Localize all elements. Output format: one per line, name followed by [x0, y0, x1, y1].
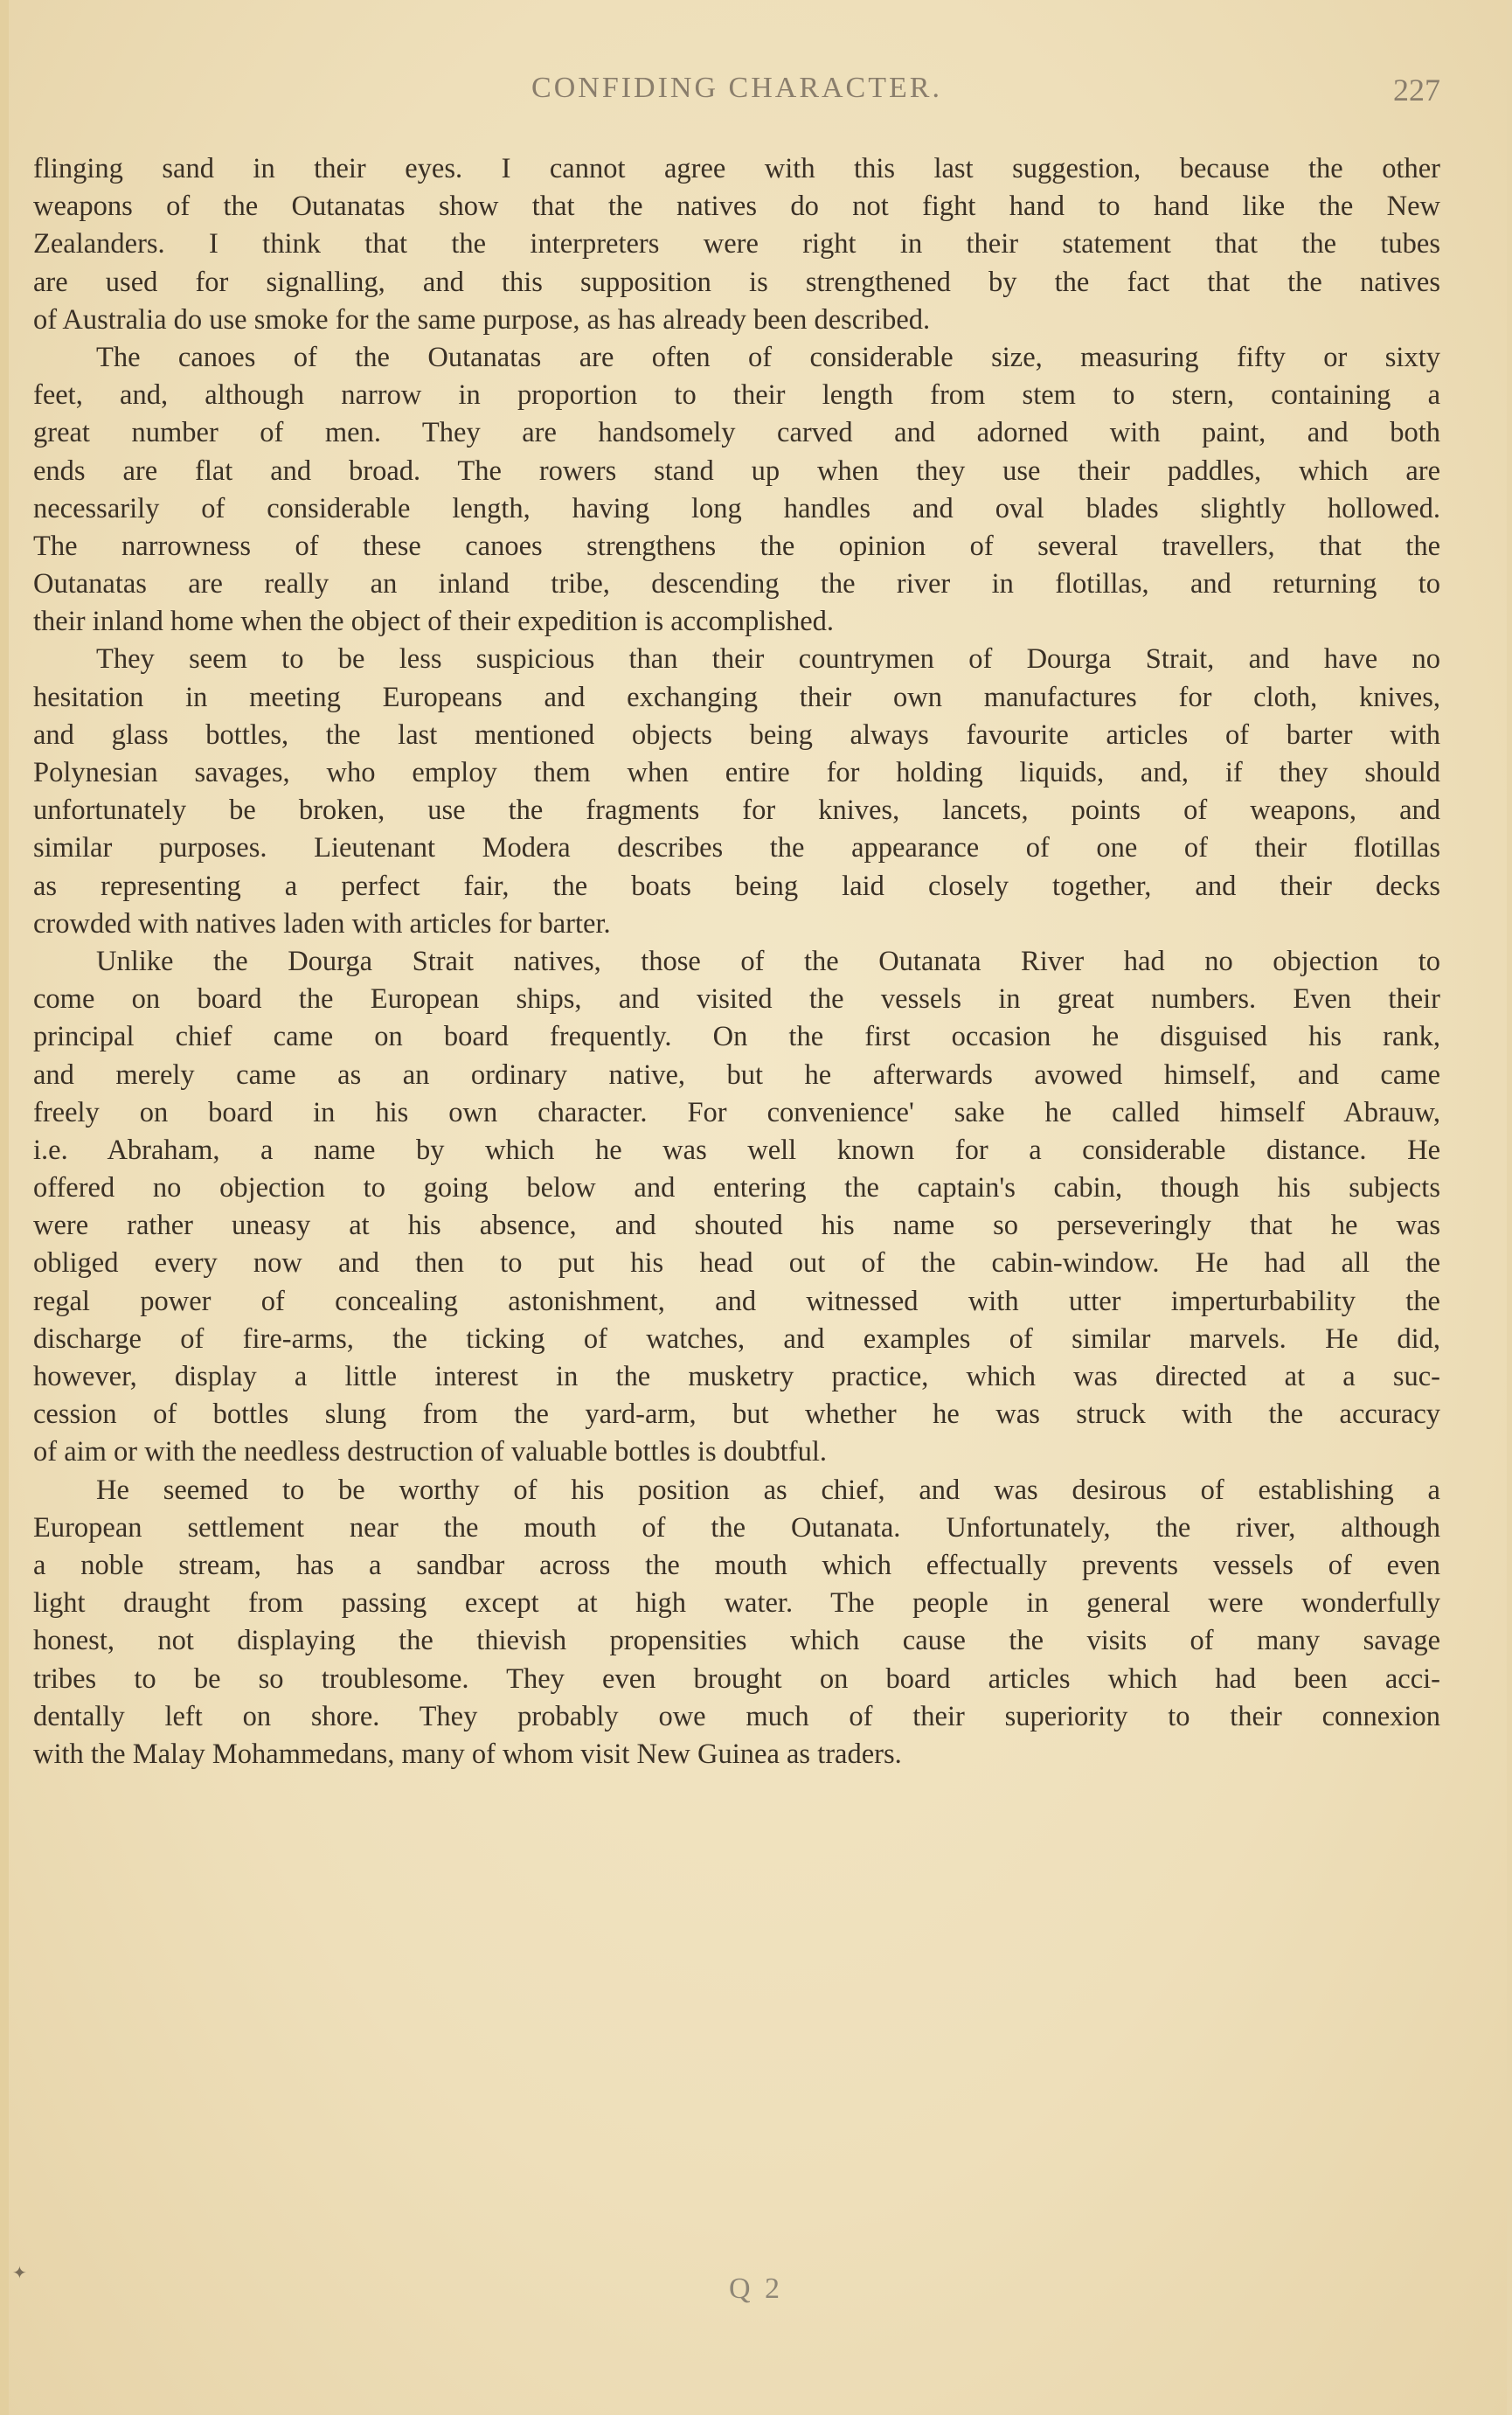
text-line: of aim or with the needless destruction of valuable bottles is doubtful. — [33, 1436, 828, 1468]
text-line: principal chief came on board frequently. On the first occasion he disguised his rank, — [33, 1021, 1440, 1053]
text-line: similar purposes. Lieutenant Modera describes the appearance of one of their flotillas — [33, 832, 1440, 864]
text-line: hesitation in meeting Europeans and exchanging their own manufactures for cloth, knives, — [33, 681, 1440, 713]
margin-mark: ✦ — [12, 2264, 27, 2283]
running-head: CONFIDING CHARACTER. — [531, 72, 942, 104]
text-line: European settlement near the mouth of the Outanata. Unfortunately, the river, although — [33, 1511, 1440, 1544]
text-line: their inland home when the object of their expedition is accomplished. — [33, 606, 835, 638]
text-line: discharge of fire-arms, the ticking of watches, and examples of similar marvels. He did, — [33, 1322, 1440, 1355]
text-line: i.e. Abraham, a name by which he was well known for a considerable distance. He — [33, 1134, 1440, 1166]
text-line: obliged every now and then to put his head out of the cabin-window. He had all the — [33, 1247, 1440, 1280]
text-line: regal power of concealing astonishment, and witnessed with utter imperturbability the — [33, 1285, 1440, 1317]
text-line: and glass bottles, the last mentioned objects being always favourite articles of barter with — [33, 718, 1440, 751]
text-line: weapons of the Outanatas show that the natives do not fight hand to hand like the New — [33, 191, 1440, 223]
text-line: offered no objection to going below and entering the captain's cabin, though his subjects — [33, 1172, 1440, 1204]
text-line: light draught from passing except at high water. The people in general were wonderfully — [33, 1587, 1440, 1620]
text-line: Polynesian savages, who employ them when entire for holding liquids, and, if they should — [33, 757, 1440, 788]
text-line: cession of bottles slung from the yard-arm, but whether he was struck with the accuracy — [33, 1398, 1440, 1431]
text-line: The narrowness of these canoes strengthens the opinion of several travellers, that the — [33, 530, 1440, 562]
text-line: and merely came as an ordinary native, but he afterwards avowed himself, and came — [33, 1058, 1440, 1091]
text-line: Outanatas are really an inland tribe, descending the river in flotillas, and returning to — [33, 568, 1440, 600]
text-line: freely on board in his own character. For convenience' sake he called himself Abrauw, — [33, 1096, 1440, 1128]
text-line: are used for signalling, and this supposition is strengthened by the fact that the natives — [33, 266, 1440, 298]
page-header — [33, 72, 1440, 115]
text-line: necessarily of considerable length, having long handles and oval blades slightly hollowed. — [33, 492, 1440, 524]
text-line: a noble stream, has a sandbar across the mouth which effectually prevents vessels of even — [33, 1549, 1440, 1581]
text-line: however, display a little interest in the musketry practice, which was directed at a suc- — [33, 1361, 1440, 1392]
text-line: honest, not displaying the thievish propensities which cause the visits of many savage — [33, 1625, 1440, 1657]
text-line: Zealanders. I think that the interpreters were right in their statement that the tubes — [33, 228, 1440, 260]
text-line: were rather uneasy at his absence, and shouted his name so perseveringly that he was — [33, 1210, 1440, 1242]
paragraph-first-line: Unlike the Dourga Strait natives, those of the Outanata River had no objection to — [96, 945, 1440, 977]
signature-mark: Q 2 — [728, 2273, 784, 2305]
text-line: great number of men. They are handsomely carved and adorned with paint, and both — [33, 417, 1440, 449]
text-line: dentally left on shore. They probably owe much of their superiority to their connexion — [33, 1700, 1440, 1732]
body-text — [33, 150, 1440, 1773]
page-number: 227 — [1393, 73, 1440, 108]
text-line: crowded with natives laden with articles for barter. — [33, 907, 611, 940]
text-line: as representing a perfect fair, the boats being laid closely together, and their decks — [33, 870, 1440, 902]
text-line: flinging sand in their eyes. I cannot agree with this last suggestion, because the other — [33, 153, 1440, 184]
text-line: feet, and, although narrow in proportion to their length from stem to stern, containing a — [33, 379, 1440, 412]
text-line: with the Malay Mohammedans, many of whom visit New Guinea as traders. — [33, 1738, 902, 1770]
paragraph-first-line: The canoes of the Outanatas are often of considerable size, measuring fifty or sixty — [96, 341, 1440, 373]
text-line: tribes to be so troublesome. They even brought on board articles which had been acci- — [33, 1662, 1440, 1695]
paragraph-first-line: They seem to be less suspicious than their countrymen of Dourga Strait, and have no — [96, 643, 1440, 676]
text-line: come on board the European ships, and visited the vessels in great numbers. Even their — [33, 983, 1440, 1016]
text-line: unfortunately be broken, use the fragments for knives, lancets, points of weapons, and — [33, 795, 1440, 827]
paragraph-first-line: He seemed to be worthy of his position as chief, and was desirous of establishing a — [96, 1474, 1440, 1506]
text-line: ends are flat and broad. The rowers stand up when they use their paddles, which are — [33, 455, 1440, 487]
text-line: of Australia do use smoke for the same purpose, as has already been described. — [33, 303, 931, 336]
